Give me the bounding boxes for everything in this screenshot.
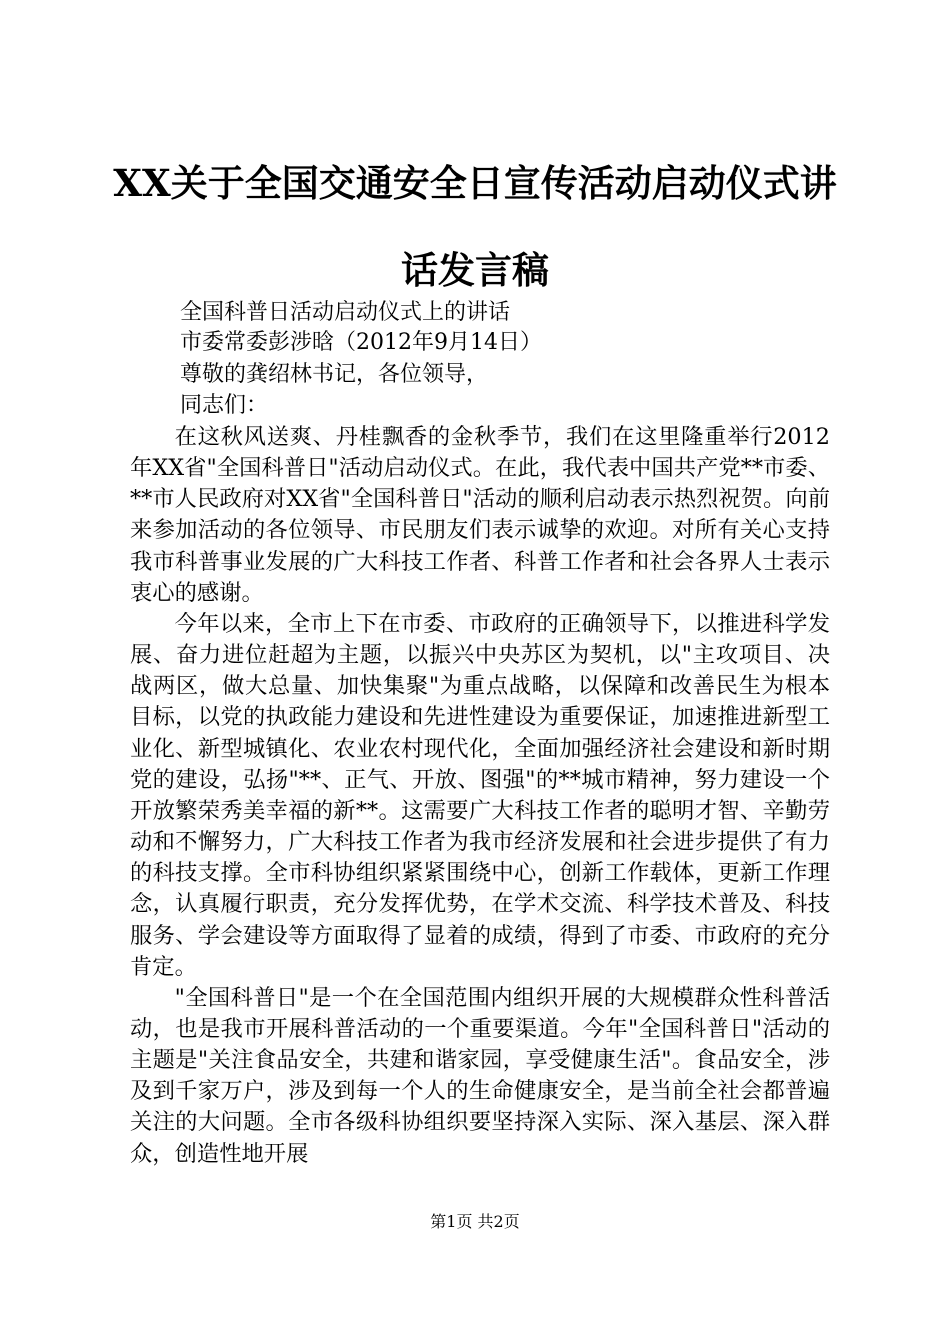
paragraph: 今年以来，全市上下在市委、市政府的正确领导下，以推进科学发展、奋力进位赶超为主题，以振兴中央苏区为契机，以"主攻项目、决战两区，做大总量、加快集聚"为重点战略，以保障和改善民生为根本目标，以党的执政能力建设和先进性建设为重要保证，加速推进新型工业化、新型城镇化、农业农村现代化，全面加强经济社会建设和新时期党的建设，弘扬"**、正气、开放、图强"的**城市精神，努力建设一个开放繁荣秀美幸福的新**。这需要广大科技工作者的聪明才智、辛勤劳动和不懈努力，广大科技工作者为我市经济发展和社会进步提供了有力的科技支撑。全市科协组织紧紧围绕中心，创新工作载体，更新工作理念，认真履行职责，充分发挥优势，在学术交流、科学技术普及、科技服务、学会建设等方面取得了显着的成绩，得到了市委、市政府的充分肯定。	[130, 610, 830, 980]
speaker-line: 市委常委彭涉晗（2012年9月14日）	[180, 330, 542, 355]
paragraph: 在这秋风送爽、丹桂飘香的金秋季节，我们在这里隆重举行2012年XX省"全国科普日"活动启动仪式。在此，我代表中国共产党**市委、**市人民政府对XX省"全国科普日"活动的顺利启动表示热烈祝贺。向前来参加活动的各位领导、市民朋友们表示诚挚的欢迎。对所有关心支持我市科普事业发展的广大科技工作者、科普工作者和社会各界人士表示衷心的感谢。	[130, 424, 830, 606]
page-footer: 第1页 共2页	[430, 1212, 520, 1231]
greeting: 同志们：	[180, 393, 269, 418]
document-title-line-2: 话发言稿	[401, 248, 549, 292]
salutation: 尊敬的龚绍林书记，各位领导，	[180, 362, 489, 387]
speech-subtitle: 全国科普日活动启动仪式上的讲话	[180, 300, 511, 325]
document-title-line-1: XX关于全国交通安全日宣传活动启动仪式讲	[113, 161, 837, 205]
paragraph: "全国科普日"是一个在全国范围内组织开展的大规模群众性科普活动，也是我市开展科普活动的一个重要渠道。今年"全国科普日"活动的主题是"关注食品安全，共建和谐家园，享受健康生活"。食品安全，涉及到千家万户，涉及到每一个人的生命健康安全，是当前全社会都普遍关注的大问题。全市各级科协组织要坚持深入实际、深入基层、深入群众，创造性地开展	[130, 984, 830, 1167]
speech-body	[130, 422, 830, 1170]
